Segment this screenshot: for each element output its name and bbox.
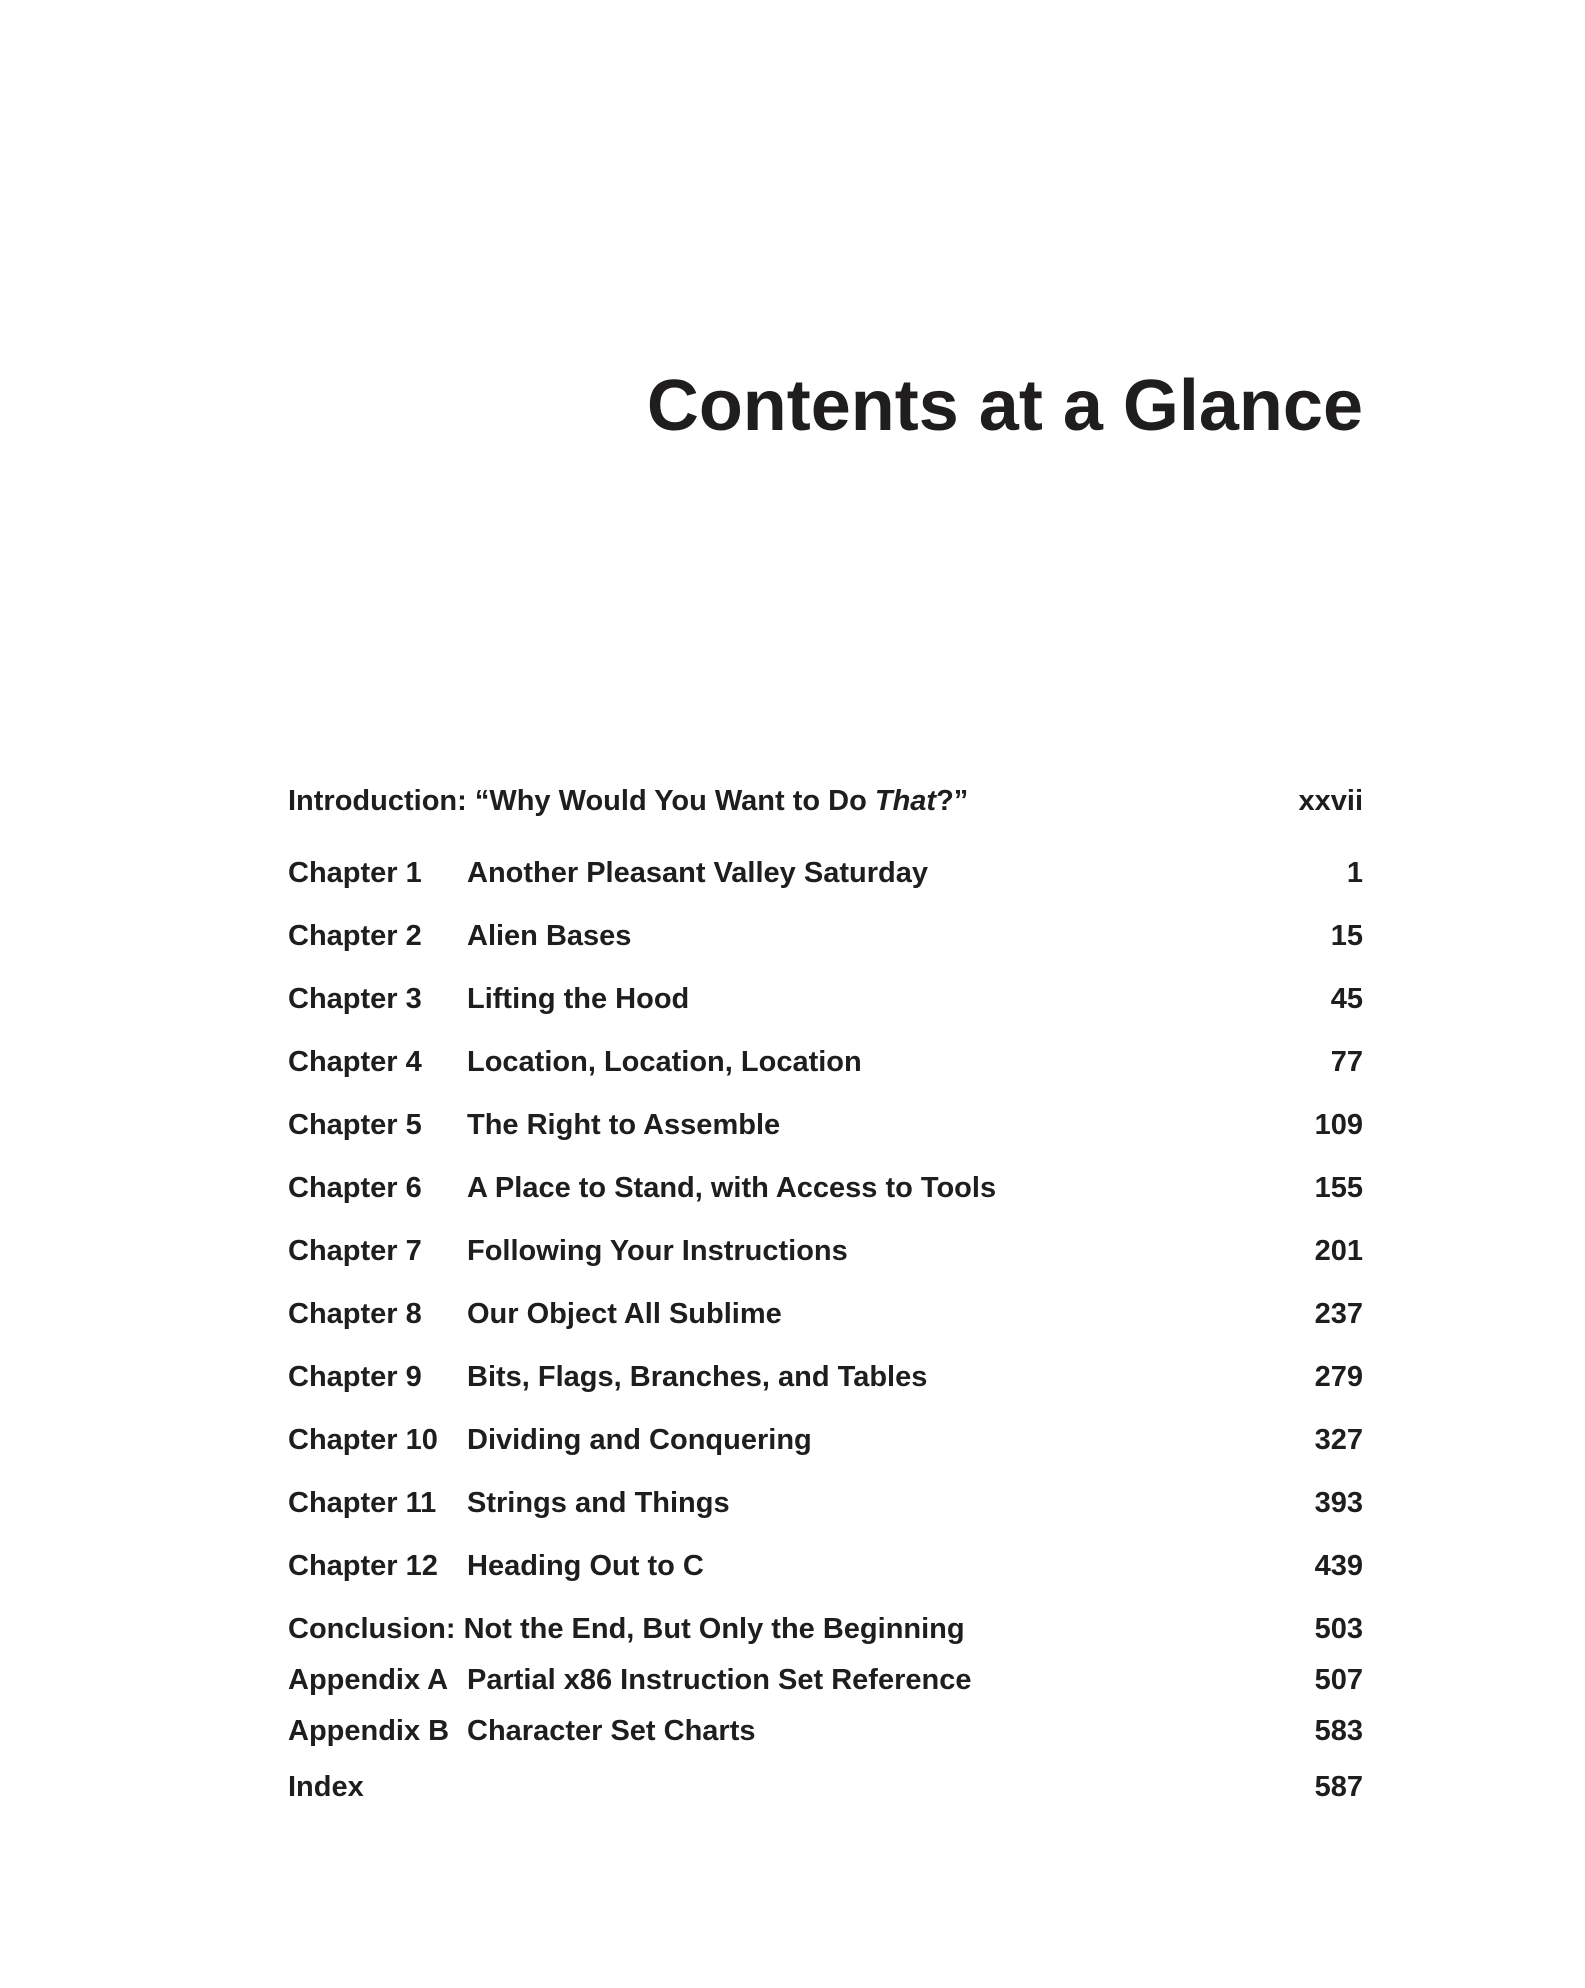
chapter-page-number: 15 [1330,920,1363,952]
chapter-label: Chapter 10 [288,1424,438,1456]
toc-entry-chapter-10[interactable] [288,1424,1363,1464]
appendix-label: Appendix B [288,1715,450,1747]
chapter-label: Chapter 8 [288,1298,422,1330]
chapter-title: Another Pleasant Valley Saturday [467,857,928,889]
toc-entry-chapter-3[interactable] [288,983,1363,1023]
chapter-title: Dividing and Conquering [467,1424,812,1456]
appendix-label: Appendix A [288,1664,449,1696]
chapter-page-number: 1 [1346,857,1363,889]
toc-entry-introduction[interactable] [288,785,1363,825]
chapter-label: Chapter 9 [288,1361,422,1393]
chapter-label: Chapter 1 [288,857,422,889]
chapter-title: Alien Bases [467,920,632,952]
chapter-page-number: 279 [1314,1361,1363,1393]
chapter-title: The Right to Assemble [467,1109,781,1141]
conclusion-page-number: 503 [1314,1613,1363,1645]
chapter-page-number: 201 [1314,1235,1363,1267]
chapter-label: Chapter 2 [288,920,422,952]
chapter-label: Chapter 3 [288,983,422,1015]
chapter-page-number: 393 [1314,1487,1363,1519]
appendix-page-number: 507 [1314,1664,1363,1696]
chapter-label: Chapter 6 [288,1172,422,1204]
chapter-label: Chapter 7 [288,1235,422,1267]
index-page-number: 587 [1314,1771,1363,1803]
toc-entry-chapter-5[interactable] [288,1109,1363,1149]
toc-entry-chapter-1[interactable] [288,857,1363,897]
chapter-title: Lifting the Hood [467,983,690,1015]
chapter-label: Chapter 4 [288,1046,422,1078]
toc-entry-chapter-8[interactable] [288,1298,1363,1338]
index-title: Index [288,1771,364,1803]
appendix-page-number: 583 [1314,1715,1363,1747]
toc-entry-chapter-7[interactable] [288,1235,1363,1275]
toc-entry-chapter-9[interactable] [288,1361,1363,1401]
introduction-page-number: xxvii [1298,785,1363,817]
chapter-title: Following Your Instructions [467,1235,848,1267]
chapter-page-number: 327 [1314,1424,1363,1456]
page-title: Contents at a Glance [646,366,1363,446]
chapter-title: Location, Location, Location [467,1046,862,1078]
chapter-label: Chapter 12 [288,1550,438,1582]
toc-entry-appendix-b[interactable] [288,1715,1363,1755]
chapter-title: Our Object All Sublime [467,1298,782,1330]
chapter-page-number: 77 [1330,1046,1363,1078]
chapter-page-number: 109 [1314,1109,1363,1141]
toc-entry-chapter-4[interactable] [288,1046,1363,1086]
toc-entry-chapter-6[interactable] [288,1172,1363,1212]
appendix-title: Partial x86 Instruction Set Reference [467,1664,972,1696]
chapter-title: A Place to Stand, with Access to Tools [467,1172,997,1204]
chapter-label: Chapter 11 [288,1487,437,1519]
chapter-page-number: 45 [1330,983,1363,1015]
conclusion-title: Conclusion: Not the End, But Only the Beginning [288,1613,965,1645]
toc-entry-appendix-a[interactable] [288,1664,1363,1704]
toc-entry-chapter-12[interactable] [288,1550,1363,1590]
appendix-title: Character Set Charts [467,1715,756,1747]
chapter-page-number: 439 [1314,1550,1363,1582]
toc-entry-chapter-11[interactable] [288,1487,1363,1527]
chapter-title: Strings and Things [467,1487,730,1519]
toc-entry-index[interactable] [288,1771,1363,1811]
toc-entry-conclusion[interactable] [288,1613,1363,1653]
chapter-page-number: 155 [1314,1172,1363,1204]
chapter-page-number: 237 [1314,1298,1363,1330]
introduction-title: Introduction: “Why Would You Want to Do That?” [288,785,969,817]
chapter-title: Bits, Flags, Branches, and Tables [467,1361,928,1393]
toc-entry-chapter-2[interactable] [288,920,1363,960]
chapter-title: Heading Out to C [467,1550,704,1582]
chapter-label: Chapter 5 [288,1109,422,1141]
